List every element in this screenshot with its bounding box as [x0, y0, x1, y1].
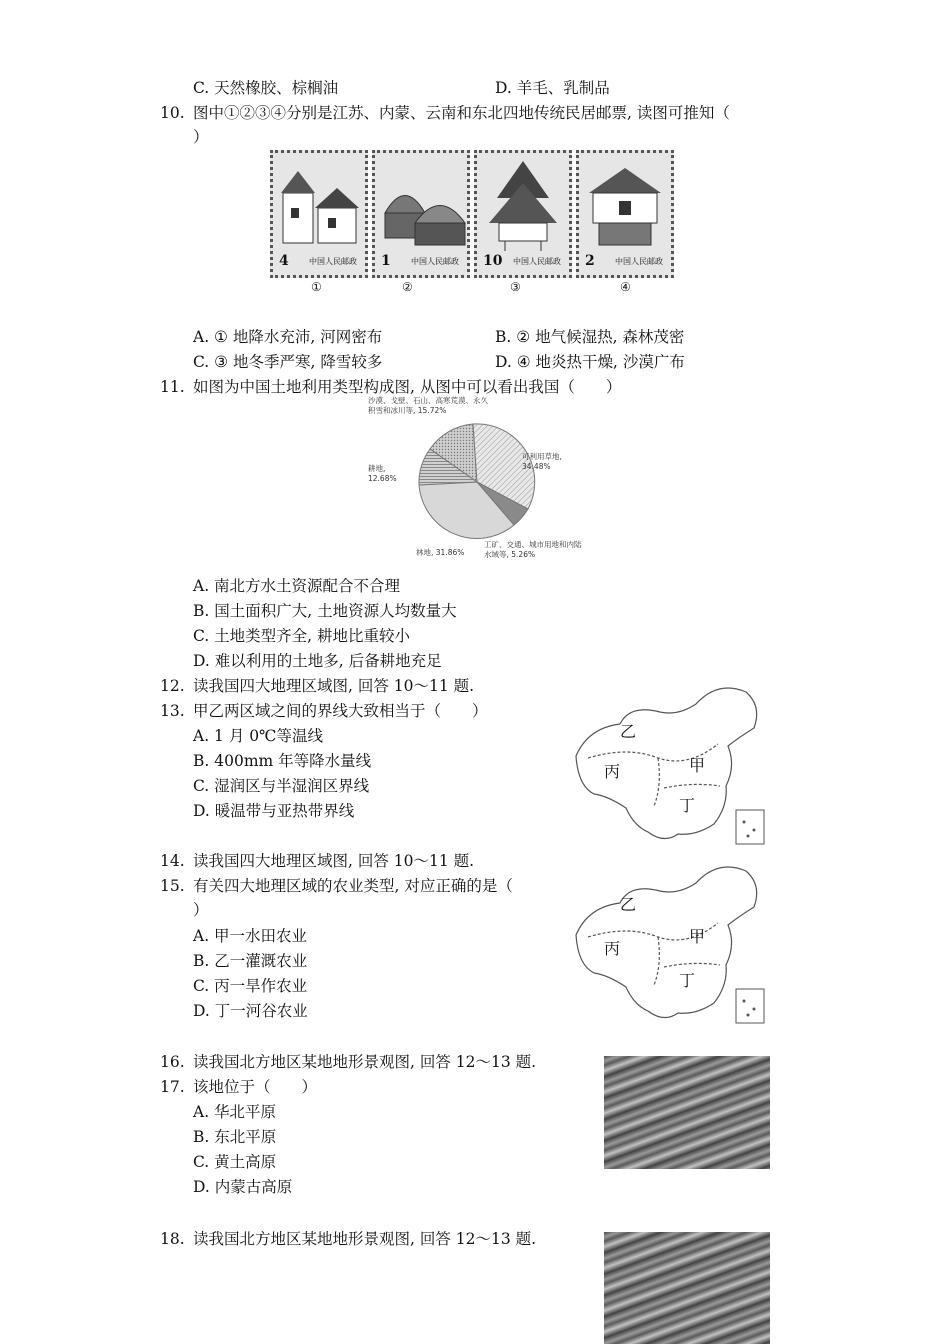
q11-number: 11. — [160, 378, 185, 396]
q13-option-d: D. 暖温带与亚热带界线 — [193, 802, 355, 820]
q14-stem: 读我国四大地理区域图, 回答 10～11 题. — [193, 852, 475, 870]
q10-stem: 图中①②③④分别是江苏、内蒙、云南和东北四地传统民居邮票, 读图可推知（ — [193, 104, 730, 122]
china-regions-map — [568, 676, 768, 848]
pie-label-forest: 林地, 31.86% — [416, 548, 465, 557]
q12-number: 12. — [160, 677, 185, 695]
stamp-yunnan — [474, 150, 572, 278]
pie-label-industry: 工矿、交通、城市用地和内陆水域等, 5.26% — [484, 540, 582, 559]
stamp-dongbei — [576, 150, 674, 278]
stamp-neimeng — [372, 150, 470, 278]
pie-label-farm: 耕地, 12.68% — [368, 464, 397, 483]
q16-number: 16. — [160, 1053, 185, 1071]
map-label-yi: 乙 — [620, 895, 637, 914]
q10-option-d: D. ④ 地炎热干燥, 沙漠广布 — [495, 353, 685, 371]
q11-option-a: A. 南北方水土资源配合不合理 — [193, 577, 401, 595]
map-label-ding: 丁 — [679, 796, 696, 815]
q15-option-c: C. 丙一旱作农业 — [193, 977, 308, 995]
stamp-value: 4 — [279, 253, 289, 269]
stamp-post: 中国人民邮政 — [309, 257, 357, 266]
stamp-label: ② — [402, 280, 413, 294]
q15-option-b: B. 乙一灌溉农业 — [193, 952, 308, 970]
q15-option-a: A. 甲一水田农业 — [193, 927, 308, 945]
house-jiangsu-icon — [273, 153, 365, 253]
q17-number: 17. — [160, 1078, 185, 1096]
q17-stem: 该地位于（ ） — [193, 1078, 318, 1096]
q13-number: 13. — [160, 702, 185, 720]
q17-option-c: C. 黄土高原 — [193, 1153, 277, 1171]
q9-option-c: C. 天然橡胶、棕榈油 — [193, 79, 339, 97]
q18-number: 18. — [160, 1230, 185, 1248]
q11-option-b: B. 国土面积广大, 土地资源人均数量大 — [193, 602, 457, 620]
stamp-post: 中国人民邮政 — [615, 257, 663, 266]
q12-stem: 读我国四大地理区域图, 回答 10～11 题. — [193, 677, 475, 695]
map-label-jia: 甲 — [689, 927, 706, 946]
stamp-label: ① — [311, 280, 322, 294]
stamp-post: 中国人民邮政 — [411, 257, 459, 266]
stamp-value: 1 — [381, 253, 391, 269]
q10-number: 10. — [160, 104, 185, 122]
stamp-jiangsu — [270, 150, 368, 278]
q13-option-b: B. 400mm 年等降水量线 — [193, 752, 372, 770]
map-label-bing: 丙 — [604, 939, 621, 958]
stamp-value: 10 — [483, 253, 503, 269]
northeast-house-icon — [579, 153, 671, 253]
q13-option-c: C. 湿润区与半湿润区界线 — [193, 777, 370, 795]
q14-number: 14. — [160, 852, 185, 870]
q10-option-b: B. ② 地气候湿热, 森林茂密 — [495, 328, 685, 346]
map-label-yi: 乙 — [620, 722, 637, 741]
q10-stem-cont: ） — [193, 128, 209, 146]
q11-option-c: C. 土地类型齐全, 耕地比重较小 — [193, 627, 411, 645]
q15-option-d: D. 丁一河谷农业 — [193, 1002, 308, 1020]
stamp-post: 中国人民邮政 — [513, 257, 561, 266]
loess-plateau-photo — [604, 1232, 770, 1344]
q18-stem: 读我国北方地区某地地形景观图, 回答 12～13 题. — [193, 1230, 537, 1248]
q15-stem: 有关四大地理区域的农业类型, 对应正确的是（ — [193, 877, 513, 895]
stamp-label: ③ — [510, 280, 521, 294]
china-regions-map — [568, 855, 768, 1027]
q13-stem: 甲乙两区域之间的界线大致相当于（ ） — [193, 702, 488, 720]
q11-stem: 如图为中国土地利用类型构成图, 从图中可以看出我国（ ） — [193, 378, 622, 396]
map-label-bing: 丙 — [604, 762, 621, 781]
loess-plateau-photo — [604, 1056, 770, 1169]
stamp-value: 2 — [585, 253, 595, 269]
yurt-icon — [375, 153, 467, 253]
q15-stem-cont: ） — [193, 901, 209, 919]
q17-option-b: B. 东北平原 — [193, 1128, 277, 1146]
bamboo-house-icon — [477, 153, 569, 253]
q10-option-a: A. ① 地降水充沛, 河网密布 — [193, 328, 383, 346]
q16-stem: 读我国北方地区某地地形景观图, 回答 12～13 题. — [193, 1053, 537, 1071]
q11-option-d: D. 难以利用的土地多, 后备耕地充足 — [193, 652, 442, 670]
map-label-ding: 丁 — [679, 971, 696, 990]
land-use-pie-chart — [366, 394, 588, 566]
pie-label-desert: 沙漠、戈壁、石山、高寒荒漠、永久积雪和冰川等, 15.72% — [368, 396, 488, 415]
q10-option-c: C. ③ 地冬季严寒, 降雪较多 — [193, 353, 383, 371]
stamp-label: ④ — [620, 280, 631, 294]
q17-option-a: A. 华北平原 — [193, 1103, 277, 1121]
q9-option-d: D. 羊毛、乳制品 — [495, 79, 610, 97]
q15-number: 15. — [160, 877, 185, 895]
q17-option-d: D. 内蒙古高原 — [193, 1178, 293, 1196]
map-label-jia: 甲 — [689, 756, 706, 775]
q13-option-a: A. 1 月 0℃等温线 — [193, 727, 323, 745]
pie-label-grass: 可利用草地, 34.48% — [522, 452, 562, 471]
